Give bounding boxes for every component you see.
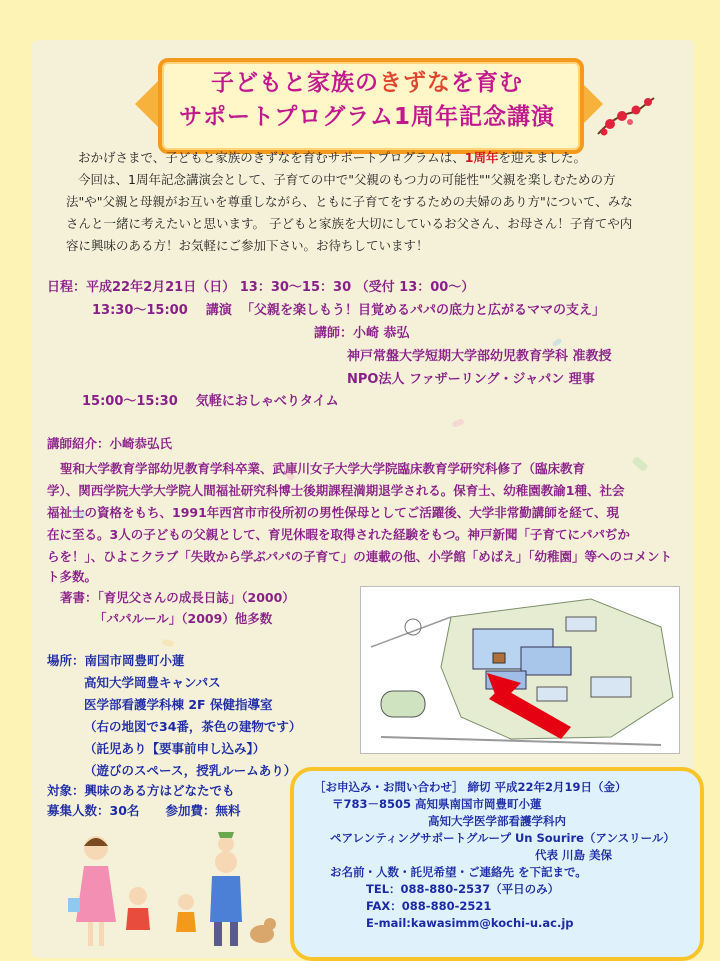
campus-map <box>360 586 680 754</box>
venue-line: 医学部看護学科棟 2F 保健指導室 <box>84 697 273 712</box>
plum-blossom-icon <box>596 94 656 138</box>
schedule-date: 日程：平成22年2月21日（日） 13：30～15：30 （受付 13：00～） <box>47 280 475 295</box>
page-title: 子どもと家族のきずなを育む サポートプログラム1周年記念講演 <box>178 70 556 130</box>
venue-line: （右の地図で34番，茶色の建物です） <box>84 719 302 734</box>
contact-postal: 〒783－8505 高知県南国市岡豊町小蓮 <box>332 797 542 811</box>
contact-rep: 代表 川島 美保 <box>535 848 613 862</box>
talk-row: 15:00～15:30 気軽におしゃべりタイム <box>82 394 339 409</box>
intro-line: 今回は、1周年記念講演会として、子育ての中で"父親のもつ力の可能性""父親を楽しむための方 <box>78 172 616 187</box>
venue-line: 高知大学岡豊キャンパス <box>84 675 221 690</box>
books-line-1: 著書：「育児父さんの成長日誌」（2000） <box>60 590 295 605</box>
venue-line: 場所：南国市岡豊町小蓮 <box>47 653 185 668</box>
contact-tel: TEL：088-880-2537（平日のみ） <box>366 882 560 896</box>
profile-line: 福祉士の資格をもち、1991年西宮市市役所初の男性保母としてご活躍後、大学非常勤講師を経て、現 <box>47 505 620 520</box>
profile-line: 学）、関西学院大学大学院人間福祉研究科博士後期課程満期退学される。保育士、幼稚園教諭1種、社会 <box>47 483 625 498</box>
contact-fax: FAX：088-880-2521 <box>366 899 492 913</box>
target-line: 対象：興味のある方はどなたでも <box>47 783 235 798</box>
profile-line: らを！」、ひよこクラブ「失敗から学ぶパパの子育て」の連載の他、小学館「めばえ」「幼稚園」等へのコメント <box>47 549 673 564</box>
contact-request: お名前・人数・託児希望・ご連絡先 を下記まで。 <box>330 865 587 879</box>
lecturer-name: 講師：小崎 恭弘 <box>314 326 410 341</box>
map-drawing <box>361 587 679 753</box>
contact-dept: 高知大学医学部看護学科内 <box>428 814 566 828</box>
family-illustration <box>66 826 278 952</box>
contact-group: ペアレンティングサポートグループ Un Sourire（アンスリール） <box>330 831 675 845</box>
venue-line: （遊びのスペース，授乳ルームあり） <box>84 763 297 778</box>
profile-heading: 講師紹介：小崎恭弘氏 <box>47 436 173 451</box>
books-line-2: 「パパルール」（2009）他多数 <box>94 611 273 626</box>
contact-header: ［お申込み・お問い合わせ］ 締切 平成22年2月19日（金） <box>314 780 627 794</box>
intro-line: 容に興味のある方！お気軽にご参加下さい。お待ちしています！ <box>66 238 429 253</box>
profile-line: 在に至る。3人の子どもの父親として、育児休暇を取得された経験をもつ。神戸新聞「子育てにパパぢか <box>47 527 630 542</box>
lecturer-affiliation-2: NPO法人 ファザーリング・ジャパン 理事 <box>347 372 595 387</box>
profile-line: ト多数。 <box>47 569 98 584</box>
intro-line: 法"や"父親と母親がお互いを尊重しながら、ともに子育てをするための夫婦のあり方"について、みな <box>66 194 633 209</box>
profile-line: 聖和大学教育学部幼児教育学科卒業、武庫川女子大学大学院臨床教育学研究科修了（臨床教育 <box>60 461 586 476</box>
intro-line: さんと一緒に考えたいと思います。 子どもと家族を大切にしているお父さん、お母さん！子育てや内 <box>66 216 633 231</box>
lecture-row: 13:30～15:00 講演 「父親を楽しもう！目覚めるパパの底力と広がるママの支え」 <box>92 303 605 318</box>
venue-line: （託児あり【要事前申し込み】） <box>84 741 266 756</box>
contact-email[interactable]: E-mail:kawasimm@kochi-u.ac.jp <box>366 916 574 930</box>
intro-paragraph-1: おかげさまで、子どもと家族のきずなを育むサポートプログラムは、1周年を迎えました。 <box>78 150 586 165</box>
capacity-fee-line: 募集人数：30名 参加費：無料 <box>47 803 241 818</box>
lecturer-affiliation-1: 神戸常盤大学短期大学部幼児教育学科 准教授 <box>347 349 612 364</box>
